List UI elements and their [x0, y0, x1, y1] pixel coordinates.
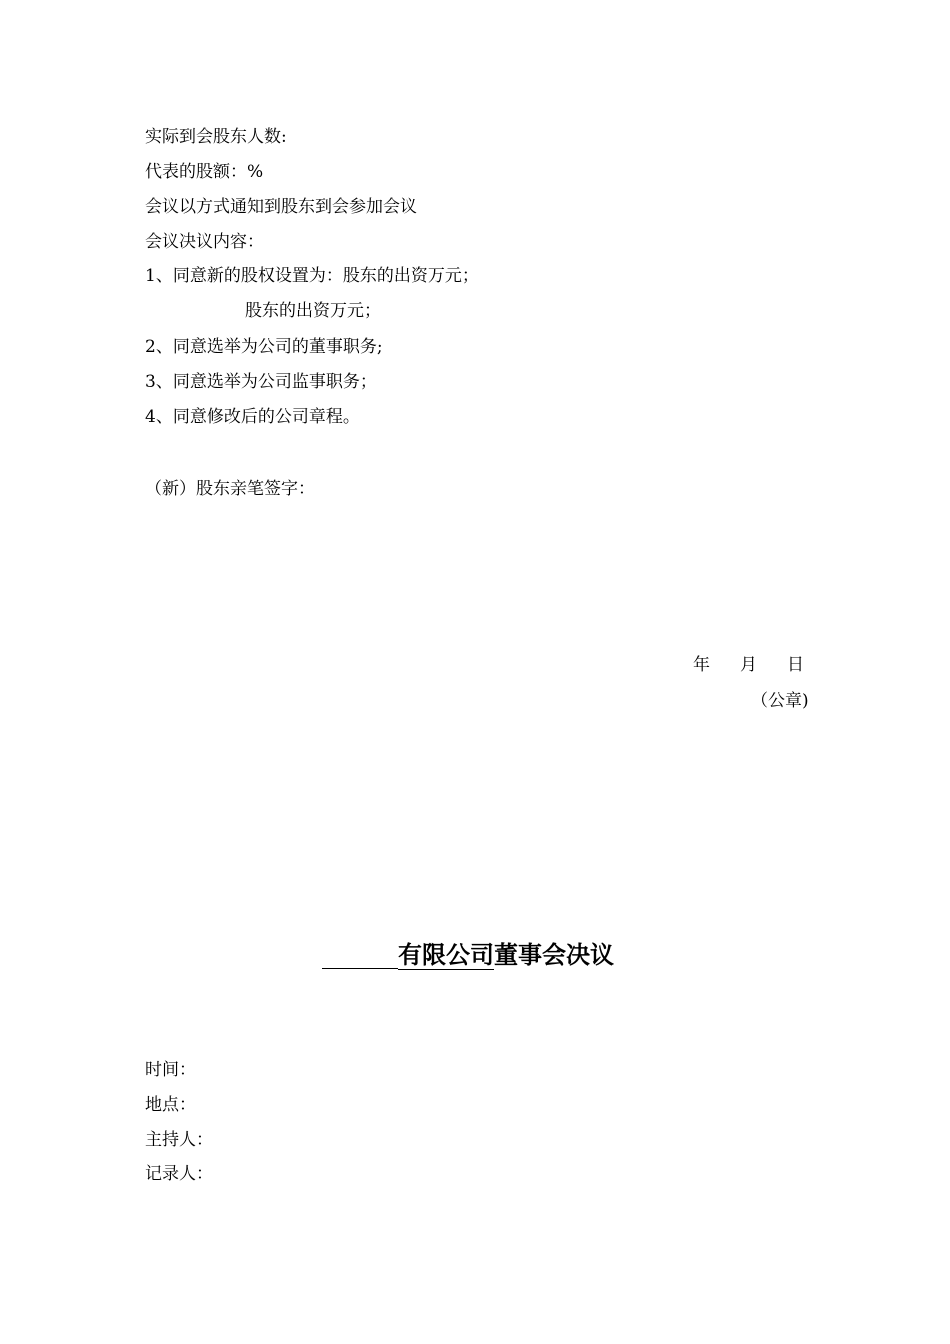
attendees-line: 实际到会股东人数: [145, 127, 287, 147]
meeting-host-label: 主持人： [145, 1130, 213, 1150]
notice-line: 会议以方式通知到股东到会参加会议 [145, 197, 417, 217]
date-row [693, 654, 804, 676]
shares-line: 代表的股额：% [145, 162, 264, 182]
meeting-place-label: 地点： [145, 1095, 196, 1115]
date-day-label: 日 [787, 655, 804, 675]
resolution-item-1: 1、同意新的股权设置为：股东的出资万元； [145, 266, 479, 286]
resolution-item-2: 2、同意选举为公司的董事职务; [145, 337, 383, 357]
resolution-content-label: 会议决议内容： [145, 232, 264, 252]
date-month-label: 月 [740, 655, 757, 675]
resolution-item-3: 3、同意选举为公司监事职务； [145, 372, 377, 392]
meeting-recorder-label: 记录人： [145, 1164, 213, 1184]
shareholder-signature-label: （新）股东亲笔签字： [145, 479, 315, 499]
resolution-item-1-continued: 股东的出资万元； [245, 301, 381, 321]
company-name-blank [322, 944, 398, 969]
company-seal-label: （公章) [751, 691, 809, 711]
date-year-label: 年 [693, 655, 710, 675]
board-resolution-title [322, 940, 614, 971]
meeting-time-label: 时间： [145, 1060, 196, 1080]
title-resolution-part: 董事会决议 [494, 941, 614, 969]
title-company-part: 有限公司 [398, 941, 494, 969]
resolution-item-4: 4、同意修改后的公司章程。 [145, 407, 360, 427]
